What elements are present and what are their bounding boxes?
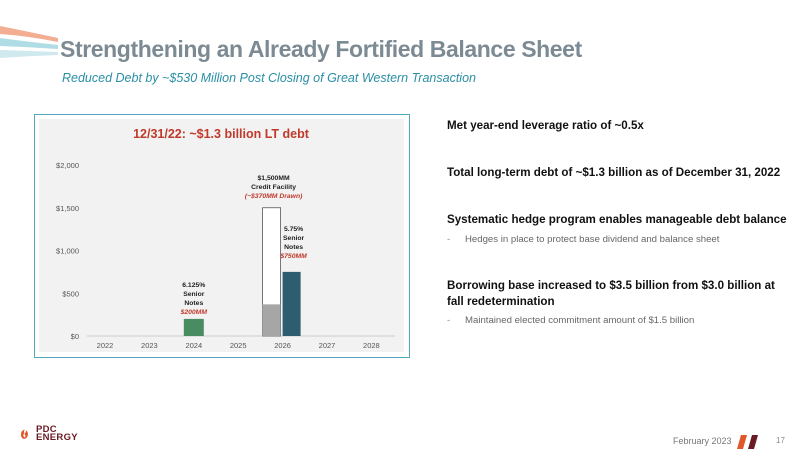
- bullet-borrowing-sub: - Maintained elected commitment amount of $1.5 billion: [447, 315, 695, 326]
- logo-text-pdc: PDC: [36, 424, 57, 435]
- y-tick-label: $1,000: [56, 246, 79, 256]
- bullet-leverage-ratio: Met year-end leverage ratio of ~0.5x: [447, 119, 644, 132]
- annotation-2024-amount: $200MM: [180, 308, 208, 316]
- logo-text-energy: ENERGY: [36, 432, 78, 443]
- x-tick-label: 2023: [141, 341, 158, 350]
- annotation-2026-notes-label: Notes: [284, 243, 304, 251]
- chart-plot-background: [39, 119, 404, 352]
- x-tick-label: 2022: [96, 341, 114, 350]
- debt-chart-svg: [35, 115, 408, 356]
- x-tick-label: 2024: [185, 341, 203, 350]
- x-tick-label: 2027: [318, 341, 336, 350]
- bullet-hedge-sub: - Hedges in place to protect base dividend and balance sheet: [447, 234, 720, 245]
- bullet-borrowing-sub-text: Maintained elected commitment amount of $1.5 billion: [465, 315, 695, 326]
- bar-2026-senior-notes: [283, 272, 301, 336]
- footer-date: February 2023: [673, 436, 732, 446]
- annotation-2026-notes-amount: $750MM: [280, 252, 307, 260]
- debt-chart: [34, 114, 410, 358]
- header-swoosh-decoration: [0, 18, 60, 68]
- footer-brand-bars-icon: [735, 433, 761, 449]
- bar-2026-credit-facility-drawn: [263, 304, 281, 336]
- annotation-2026-notes-label: Senior: [283, 234, 305, 242]
- x-tick-label: 2028: [363, 341, 380, 350]
- bullet-borrowing-base: Borrowing base increased to $3.5 billion from $3.0 billion at fall redetermination: [447, 279, 775, 308]
- y-tick-label: $1,500: [56, 203, 79, 213]
- annotation-2026-notes-label: 5.75%: [283, 225, 304, 233]
- annotation-credit-facility-label: Credit Facility: [251, 183, 297, 191]
- y-tick-label: $500: [62, 289, 79, 299]
- x-tick-label: 2025: [229, 341, 247, 350]
- x-tick-label: 2026: [274, 341, 291, 350]
- annotation-credit-facility-label: $1,500MM: [257, 174, 290, 182]
- annotation-2024-label: Senior: [183, 290, 205, 298]
- y-tick-label: $2,000: [56, 161, 79, 170]
- y-tick-label: $0: [70, 332, 79, 341]
- bullet-total-debt: Total long-term debt of ~$1.3 billion as of December 31, 2022: [447, 166, 781, 179]
- annotation-2024-label: Notes: [184, 299, 204, 307]
- page-number: 17: [776, 436, 785, 445]
- page-title: Strengthening an Already Fortified Balance Sheet: [60, 36, 582, 62]
- chart-title: 12/31/22: ~$1.3 billion LT debt: [133, 127, 309, 141]
- bullet-hedge-program: Systematic hedge program enables manageable debt balance: [447, 213, 787, 226]
- bullet-hedge-sub-text: Hedges in place to protect base dividend and balance sheet: [465, 234, 720, 245]
- annotation-2024-label: 6.125%: [182, 281, 206, 289]
- bar-2024-senior-notes: [184, 319, 204, 336]
- annotation-credit-facility-amount: (~$370MM Drawn): [244, 192, 303, 200]
- page-subtitle: Reduced Debt by ~$530 Million Post Closing of Great Western Transaction: [62, 71, 476, 85]
